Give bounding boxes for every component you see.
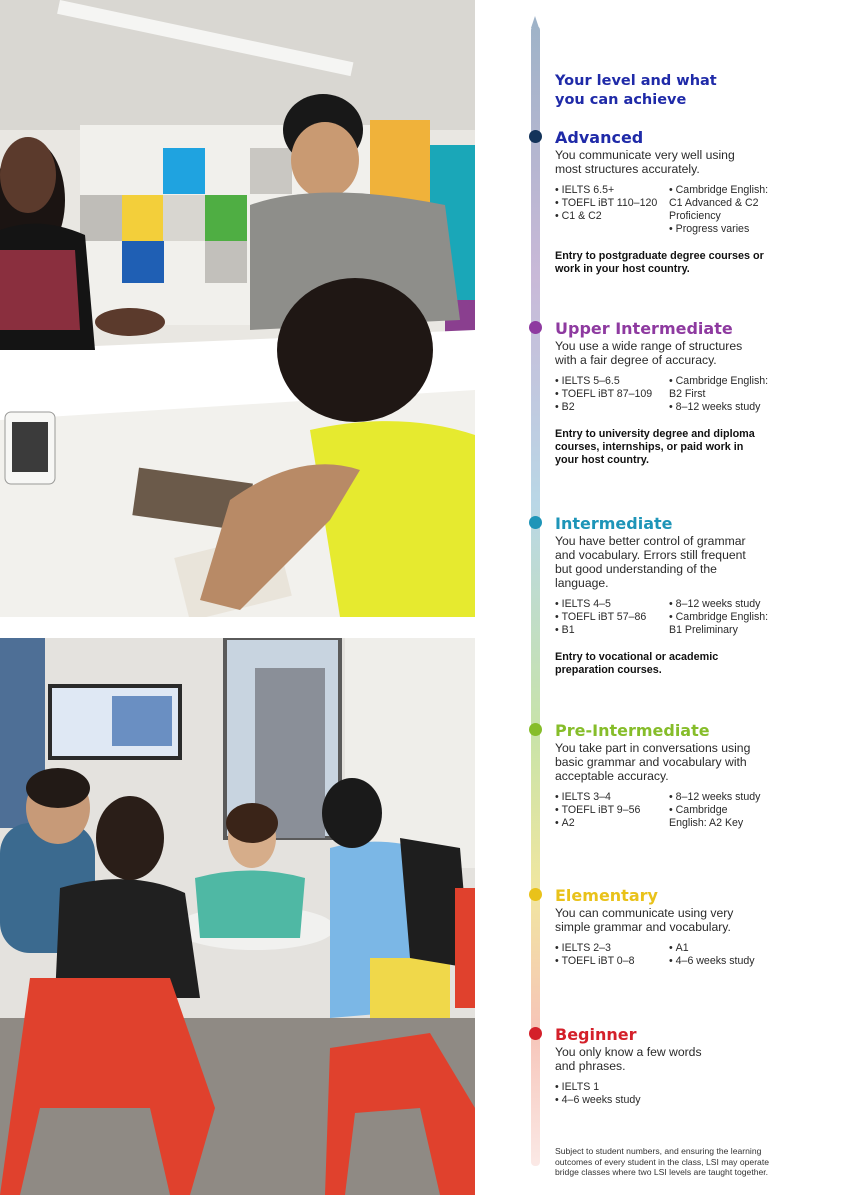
level-requirements-right [669, 184, 799, 236]
detail-item: • 8–12 weeks study [669, 791, 799, 804]
detail-item: • 4–6 weeks study [669, 955, 799, 968]
level-description: You have better control of grammar and vocabulary. Errors still frequent but good understanding of the language. [555, 534, 746, 590]
detail-item: • 8–12 weeks study [669, 598, 799, 611]
level-dot-intermediate [529, 516, 542, 529]
level-requirements-left [555, 1081, 669, 1107]
detail-item: • IELTS 3–4 [555, 791, 669, 804]
students-photo [0, 638, 475, 1195]
level-details [555, 791, 835, 830]
detail-item: • 4–6 weeks study [555, 1094, 669, 1107]
reception-photo [0, 0, 475, 617]
detail-item: • B2 [555, 401, 669, 414]
level-dot-advanced [529, 130, 542, 143]
level-title: Beginner [555, 1025, 637, 1044]
detail-item: • IELTS 6.5+ [555, 184, 669, 197]
level-requirements-right [669, 791, 799, 830]
level-details [555, 1081, 835, 1107]
level-details [555, 375, 835, 414]
detail-item: • IELTS 2–3 [555, 942, 669, 955]
level-dot-upper-intermediate [529, 321, 542, 334]
level-dot-beginner [529, 1027, 542, 1040]
level-title: Intermediate [555, 514, 673, 533]
detail-item: • TOEFL iBT 110–120 [555, 197, 669, 210]
level-entry-note: Entry to postgraduate degree courses or work in your host country. [555, 250, 764, 275]
detail-item: • Cambridge English: B2 First [669, 375, 799, 401]
detail-item: • Cambridge English: C1 Advanced & C2 Proficiency [669, 184, 799, 223]
heading-line-1: Your level and what [555, 73, 717, 89]
level-dot-pre-intermediate [529, 723, 542, 736]
level-requirements-left [555, 791, 669, 830]
level-title: Upper Intermediate [555, 319, 733, 338]
detail-item: • Cambridge English: A2 Key [669, 804, 799, 830]
level-description: You take part in conversations using basic grammar and vocabulary with acceptable accuracy. [555, 741, 751, 783]
detail-item: • B1 [555, 624, 669, 637]
level-elementary [555, 886, 835, 968]
detail-item: • Cambridge English: B1 Preliminary [669, 611, 799, 637]
level-details [555, 942, 835, 968]
level-progress-bar [531, 26, 540, 1166]
footnote: Subject to student numbers, and ensuring the learning outcomes of every student in the class, LSI may operate bridge classes where two LSI levels are taught together. [555, 1146, 770, 1177]
level-details [555, 184, 835, 236]
detail-item: • TOEFL iBT 87–109 [555, 388, 669, 401]
detail-item: • A2 [555, 817, 669, 830]
detail-item: • A1 [669, 942, 799, 955]
level-requirements-right [669, 942, 799, 968]
level-intermediate [555, 514, 835, 677]
level-beginner [555, 1025, 835, 1107]
detail-item: • TOEFL iBT 9–56 [555, 804, 669, 817]
detail-item: • IELTS 4–5 [555, 598, 669, 611]
detail-item: • TOEFL iBT 0–8 [555, 955, 669, 968]
level-description: You only know a few words and phrases. [555, 1045, 702, 1073]
level-requirements-right [669, 375, 799, 414]
detail-item: • C1 & C2 [555, 210, 669, 223]
level-advanced [555, 128, 835, 276]
level-details [555, 598, 835, 637]
detail-item: • TOEFL iBT 57–86 [555, 611, 669, 624]
level-title: Pre-Intermediate [555, 721, 710, 740]
level-description: You communicate very well using most structures accurately. [555, 148, 735, 176]
level-upper-intermediate [555, 319, 835, 467]
level-requirements-right [669, 598, 799, 637]
level-description: You use a wide range of structures with a fair degree of accuracy. [555, 339, 743, 367]
level-entry-note: Entry to vocational or academic preparation courses. [555, 651, 719, 676]
level-dot-elementary [529, 888, 542, 901]
detail-item: • Progress varies [669, 223, 799, 236]
level-title: Advanced [555, 128, 644, 147]
level-requirements-left [555, 184, 669, 236]
level-requirements-left [555, 598, 669, 637]
detail-item: • IELTS 1 [555, 1081, 669, 1094]
level-requirements-left [555, 375, 669, 414]
level-title: Elementary [555, 886, 658, 905]
level-pre-intermediate [555, 721, 835, 830]
detail-item: • IELTS 5–6.5 [555, 375, 669, 388]
heading-line-2: you can achieve [555, 92, 687, 108]
level-description: You can communicate using very simple grammar and vocabulary. [555, 906, 734, 934]
level-requirements-left [555, 942, 669, 968]
section-heading [555, 72, 775, 110]
level-entry-note: Entry to university degree and diploma courses, internships, or paid work in your host country. [555, 428, 755, 466]
detail-item: • 8–12 weeks study [669, 401, 799, 414]
